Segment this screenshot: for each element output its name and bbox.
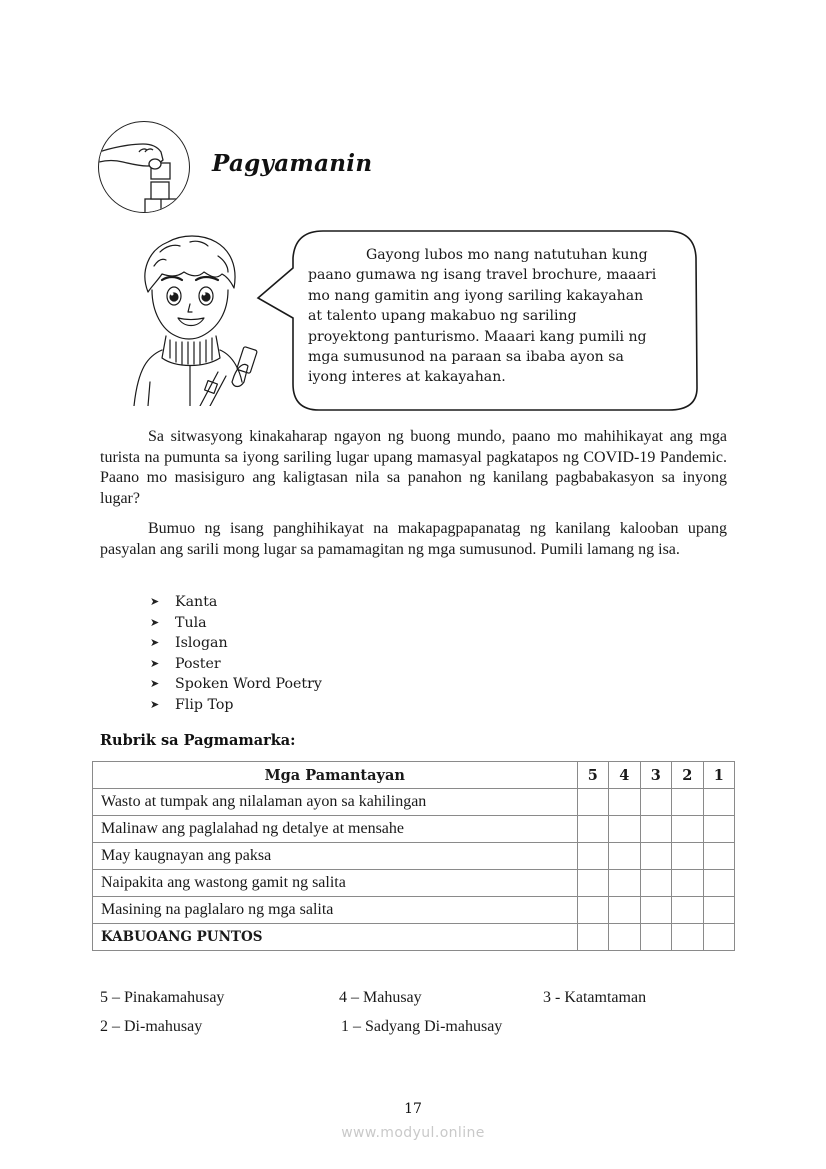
bubble-line: Gayong lubos mo nang natutuhan kung xyxy=(366,247,648,263)
score-cell[interactable] xyxy=(672,897,704,924)
score-cell[interactable] xyxy=(640,924,672,951)
legend-item-2: 2 – Di-mahusay xyxy=(100,1018,203,1035)
arrowhead-bullet-icon: ➤ xyxy=(150,656,160,670)
list-item: ➤ Spoken Word Poetry xyxy=(150,674,322,695)
arrowhead-bullet-icon: ➤ xyxy=(150,697,160,711)
bubble-line: proyektong panturismo. Maaari kang pumili ng xyxy=(308,328,647,345)
score-cell[interactable] xyxy=(672,870,704,897)
criterion-cell: May kaugnayan ang paksa xyxy=(93,843,578,870)
rubric-table xyxy=(92,761,735,951)
score-cell[interactable] xyxy=(703,789,735,816)
score-cell[interactable] xyxy=(640,789,672,816)
score-cell[interactable] xyxy=(672,789,704,816)
score-header-2: 2 xyxy=(672,762,704,789)
bubble-line: mga sumusunod na paraan sa ibaba ayon sa xyxy=(308,349,624,366)
arrowhead-bullet-icon: ➤ xyxy=(150,677,160,691)
table-row xyxy=(93,897,735,924)
arrowhead-bullet-icon: ➤ xyxy=(150,636,160,650)
score-cell[interactable] xyxy=(609,843,641,870)
score-cell[interactable] xyxy=(672,843,704,870)
score-cell[interactable] xyxy=(640,816,672,843)
score-cell[interactable] xyxy=(640,843,672,870)
score-cell[interactable] xyxy=(703,843,735,870)
list-item: ➤ Islogan xyxy=(150,633,322,654)
score-header-4: 4 xyxy=(609,762,641,789)
score-header-3: 3 xyxy=(640,762,672,789)
score-cell[interactable] xyxy=(577,789,609,816)
section-title: Pagyamanin xyxy=(212,150,373,177)
score-cell[interactable] xyxy=(703,924,735,951)
criteria-header: Mga Pamantayan xyxy=(93,762,578,789)
criterion-cell: Wasto at tumpak ang nilalaman ayon sa kahilingan xyxy=(93,789,578,816)
score-header-5: 5 xyxy=(577,762,609,789)
hand-stacking-blocks-icon xyxy=(98,121,190,213)
score-cell[interactable] xyxy=(703,816,735,843)
list-item: ➤ Poster xyxy=(150,654,322,675)
list-item: ➤ Kanta xyxy=(150,592,322,613)
score-cell[interactable] xyxy=(577,897,609,924)
watermark: www.modyul.online xyxy=(341,1125,485,1141)
legend-item-3: 3 - Katamtaman xyxy=(543,989,647,1006)
score-cell[interactable] xyxy=(609,924,641,951)
table-row xyxy=(93,843,735,870)
instruction-paragraph-2: Bumuo ng isang panghihikayat na makapagpapanatag ng kanilang kalooban upang pasyalan ang sarili mong lugar sa pamamagitan ng mga sumusunod. Pumili lamang ng isa. xyxy=(100,520,727,558)
total-label: KABUOANG PUNTOS xyxy=(93,924,578,951)
arrowhead-bullet-icon: ➤ xyxy=(150,615,160,629)
instruction-paragraph-1: Sa sitwasyong kinakaharap ngayon ng buong mundo, paano mo mahihikayat ang mga turista na pumunta sa iyong sariling lugar upang mamasyal pagkatapos ng COVID-19 Pandemic. Paano mo masisiguro ang kaligtasan nila sa panahon ng kanilang pagbabakasyon sa inyong lugar? xyxy=(100,428,727,507)
score-cell[interactable] xyxy=(609,789,641,816)
total-row xyxy=(93,924,735,951)
rubric-title: Rubrik sa Pagmamarka: xyxy=(100,732,296,749)
speech-bubble-text xyxy=(308,245,694,388)
bubble-line: mo nang gamitin ang iyong sariling kakayahan xyxy=(308,287,644,304)
score-cell[interactable] xyxy=(577,843,609,870)
score-cell[interactable] xyxy=(609,897,641,924)
criterion-cell: Malinaw ang paglalahad ng detalye at mensahe xyxy=(93,816,578,843)
table-row xyxy=(93,870,735,897)
legend-item-1: 1 – Sadyang Di-mahusay xyxy=(341,1018,503,1035)
score-cell[interactable] xyxy=(609,816,641,843)
page-number: 17 xyxy=(404,1101,422,1117)
bubble-line: paano gumawa ng isang travel brochure, maaari xyxy=(308,267,657,284)
score-cell[interactable] xyxy=(577,816,609,843)
list-item: ➤ Flip Top xyxy=(150,695,322,716)
score-cell[interactable] xyxy=(640,870,672,897)
bubble-line: iyong interes at kakayahan. xyxy=(308,369,506,386)
score-cell[interactable] xyxy=(672,816,704,843)
list-item: ➤ Tula xyxy=(150,613,322,634)
bubble-line: at talento upang makabuo ng sariling xyxy=(308,308,577,325)
student-character-illustration xyxy=(130,232,260,406)
score-cell[interactable] xyxy=(577,870,609,897)
score-header-1: 1 xyxy=(703,762,735,789)
table-row xyxy=(93,789,735,816)
table-header-row xyxy=(93,762,735,789)
criterion-cell: Naipakita ang wastong gamit ng salita xyxy=(93,870,578,897)
arrowhead-bullet-icon: ➤ xyxy=(150,595,160,608)
legend-item-5: 5 – Pinakamahusay xyxy=(100,989,225,1006)
table-row xyxy=(93,816,735,843)
score-cell[interactable] xyxy=(703,897,735,924)
score-cell[interactable] xyxy=(609,870,641,897)
score-cell[interactable] xyxy=(577,924,609,951)
score-cell[interactable] xyxy=(703,870,735,897)
score-cell[interactable] xyxy=(672,924,704,951)
legend-item-4: 4 – Mahusay xyxy=(339,989,422,1006)
score-cell[interactable] xyxy=(640,897,672,924)
output-options-list xyxy=(150,592,322,716)
criterion-cell: Masining na paglalaro ng mga salita xyxy=(93,897,578,924)
